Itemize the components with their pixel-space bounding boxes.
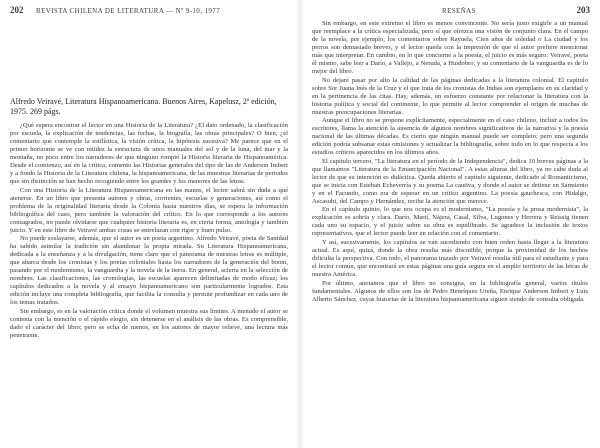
left-page-header	[10, 6, 290, 18]
page-number: 203	[576, 5, 590, 15]
paragraph: Y así, sucesivamente, los capítulos se van sucediendo con buen orden hasta llegar a la literatura actual. Es aquí, quizá, donde la obra resulta más discutible, porque la proximidad de los hechos dificulta la perspectiva. Con todo, el panorama trazado por Veiravé resulta útil para el estudiante y para el lector común, que encontrará en estas páginas una guía segura en el amplio territorio de las letras de nuestra América.	[312, 238, 588, 278]
paragraph: El capítulo tercero, "La literatura en el período de la Independencia", dedica 10 breves páginas a la que llamamos "Literatura de la Emancipación Nacional". A estas alturas del libro, ya no cabe duda al lector de que su intención es didáctica. Queda abierto el capítulo siguiente, dedicado al Romanticismo, que se inicia con Esteban Echeverría y su poema La cautiva, y donde el autor se detiene en Sarmiento y en el Facundo, como era de esperar en un crítico argentino. La poesía gauchesca, con Hidalgo, Ascasubi, del Campo y Hernández, recibe la atención que merece.	[312, 157, 588, 205]
book-gutter	[296, 0, 304, 448]
paragraph: ¿Qué espera encontrar el lector en una Historia de la Literatura? ¿El dato ordenado, la clasificación por escuela, la explicación de tendencias, las fechas, la biografía, las obras principales? O bien, ¿el comentario que contemple la estilística, la visión crítica, la hipótesis sucesiva? Me parece que en el primer horizonte se ve con nitidez la estructura de unos manuales del sol y de la luna, del mar y la montaña, no poco entre los narradores de que ninguno rompió la Historia literaria de Hispanoamérica. Desde el comienzo, así en la crítica, comento las Historias generales del tipo de las de Anderson Imbert y a fondo la Historia de la Literatura chilena, la hispanoamericana, de las muestras literarias de periodos que sin distinción se han hecho recogiendo entre los grandes y los menores de las letras.	[10, 122, 288, 186]
review-entry-heading: Alfredo Veiravé, Literatura Hispanoamericana. Buenos Aires, Kapelusz, 2ª edición, 1975. 269 págs.	[10, 97, 277, 116]
right-page-header	[312, 6, 590, 18]
running-head: REVISTA CHILENA DE LITERATURA — Nº 9-10, 1977	[36, 7, 221, 15]
right-page	[304, 0, 600, 448]
left-body-text	[10, 122, 288, 442]
paragraph: Sin embargo, es en la valoración crítica donde el volumen muestra sus límites. A menudo el autor se contenta con la mención o el rápido elogio, sin detenerse en el análisis de las obras. Es comprensible, dado el carácter del libro; pero se echa de menos, en los autores de mayor relieve, una lectura más penetrante.	[10, 307, 288, 339]
page-number: 202	[10, 5, 24, 15]
paragraph: Por último, anotamos que el libro no consigna, en la bibliografía general, varios títulos fundamentales. Algunos de ellos son los de Pedro Henríquez Ureña, Enrique Anderson Imbert y Luis Alberto Sánchez, cuyas historias de la literatura hispanoamericana siguen siendo de consulta obligada.	[312, 279, 588, 303]
paragraph: Aunque el libro no se propone explícitamente, especialmente en el caso chileno, incluir a todos los escritores, llama la atención la ausencia de algunos nombres significativos de la narrativa y la poesía nacional de las últimas décadas. Es cierto que ningún manual puede ser completo; pero una segunda edición podría subsanar estas omisiones y actualizar la bibliografía, sobre todo en lo que respecta a los estudios críticos aparecidos en los últimos años.	[312, 117, 588, 157]
paragraph: En el capítulo quinto, lo que nos ocupa es el modernismo, "La poesía y la prosa modernista", la explicación es sobria y clara. Darío, Martí, Nájera, Casal, Silva, Lugones y Herrera y Reissig tienen cada uno su espacio, y el juicio sobre su obra es equilibrado. Se agradece la inclusión de textos representativos, que el lector puede leer en relación con el comentario.	[312, 206, 588, 238]
paragraph: No dejaré pasar por alto la calidad de las páginas dedicadas a la literatura colonial. El capítulo sobre Sor Juana Inés de la Cruz y el que trata de los cronistas de Indias son ejemplares en su claridad y en la pertinencia de las citas. Hay, además, un esfuerzo constante por relacionar la literatura con la historia política y social del continente, lo que permite al lector comprender el origen de muchas de nuestras preocupaciones literarias.	[312, 76, 588, 116]
left-page	[0, 0, 296, 448]
running-head: RESEÑAS	[442, 7, 476, 15]
right-body-text	[312, 20, 588, 442]
paragraph: Sin embargo, en este extremo el libro es menos convincente. No sería justo exigirle a un manual que reemplace a la crítica especializada, pero sí que ofrezca una visión de conjunto clara. En el campo de la novela, por ejemplo, los comentarios sobre Rayuela, Cien años de soledad o La ciudad y los perros son demasiado breves, y el lector queda con la impresión de que el autor prefiere mencionar más que interpretar. En cambio, en lo que concierne a la poesía, el juicio es más seguro: Veiravé, poeta él mismo, sabe leer a Darío, a Vallejo, a Neruda, a Huidobro, y su comentario de la vanguardia es de lo mejor del libro.	[312, 20, 588, 76]
paragraph: Con una Historia de la Literatura Hispanoamericana en las manos, el lector sabrá sin duda a qué atenerse. En un libro que presenta autores y obras, corrientes, escuelas y generaciones, así como el problema de la originalidad literaria desde la Colonia hasta nuestros días, se espera la información bibliográfica del caso, pero también la valoración del crítico. En lo que corresponde a los autores consagrados, no puede olvidarse que cualquier historia literaria es, en cierta forma, antología y también juicio. Y en este libro de Veiravé ambas cosas se entrelazan con rigor y buen pulso.	[10, 186, 288, 234]
paragraph: No puede soslayarse, además, que el autor es un poeta argentino. Alfredo Veiravé, poeta de Sanidad ha sabido asimilar la tradición sin abandonar la propia mirada. Su Literatura Hispanoamericana, dedicada a la enseñanza y a la divulgación, tiene claro que el panorama de nuestras letras es múltiple, que abarca desde los cronistas y los poetas coloniales hasta los narradores de la generación del boom, pasando por el modernismo, la vanguardia y la novela de la tierra. En general, acierta en la selección de nombres. Las clasificaciones, las cronologías, las escuelas aparecen delimitadas de modo eficaz; los capítulos dedicados a la novela y al ensayo hispanoamericano son particularmente logrados. Esta edición incluye una completa bibliografía, que facilita la consulta y permite profundizar en cada uno de los temas tratados.	[10, 235, 288, 307]
